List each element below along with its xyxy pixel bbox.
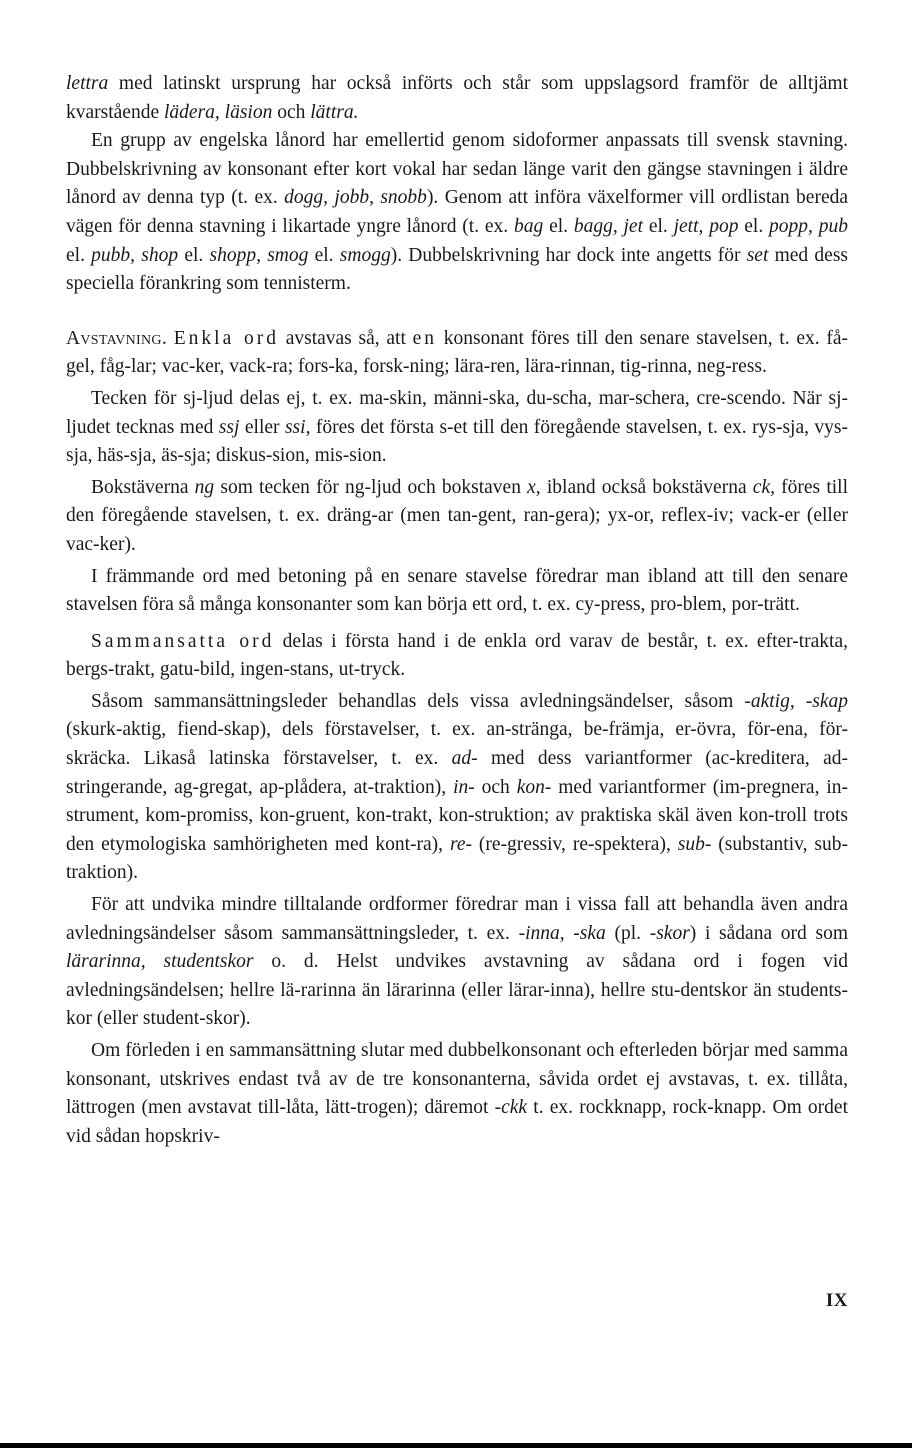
- text-run: avstavas så, att: [278, 327, 413, 349]
- bottom-scan-border: [0, 1443, 912, 1448]
- paragraph-p9: [66, 891, 848, 1034]
- text-run: föres det första s-et till den föregående stavelsen, t. ex. rys-sja, vys-sja, häs-sja, äs-sja; diskus-sion, mis-sion.: [66, 416, 849, 467]
- text-run: el.: [66, 244, 92, 266]
- italic-term: jett, pop: [673, 215, 739, 237]
- italic-term: ad-: [451, 748, 478, 770]
- text-run: t. ex. rockknapp, rock-knapp. Om ordet vid sådan hopskriv-: [66, 1097, 848, 1147]
- text-run: En grupp av engelska lånord har emellertid genom sidoformer anpassats till svensk stavning. Dubbelskrivning av konsonant efter kort vokal har sedan länge varit den gängse stavningen i äldre lånord av denna typ (t. ex.: [66, 130, 848, 209]
- text-run: (pl.: [605, 922, 650, 944]
- italic-term: bagg, jet: [573, 215, 644, 237]
- paragraph-p1: [66, 70, 848, 127]
- text-run: delas i första hand i de enkla ord varav de består, t. ex. efter-trakta, bergs-trakt, gatu-bild, ingen-stans, ut-tryck.: [66, 630, 849, 681]
- italic-term: in-: [453, 776, 475, 798]
- text-run: föres till den föregående stavelsen, t. ex. dräng-ar (men tan-gent, ran-gera); yx-or, reflex-iv; vack-er (eller vac-ker).: [66, 476, 849, 555]
- page-number: IX: [825, 1290, 848, 1311]
- paragraph-p2: [66, 127, 848, 299]
- paragraph-p4: [66, 385, 848, 471]
- italic-term: -inna, -ska: [518, 922, 606, 944]
- paragraph-p6: [66, 563, 848, 620]
- text-run: ibland också bokstäverna: [540, 476, 753, 498]
- italic-term: lettra: [66, 73, 109, 94]
- paragraph-p3: [66, 325, 848, 382]
- text-run: med variantformer (im-pregnera, in-strument, kom-promiss, kon-gruent, kon-trakt, kon-struktion; av praktiska skäl även kon-troll trots den etymologiska samhörigheten med kont-ra),: [66, 776, 849, 855]
- text-run: ) i sådana ord som: [689, 922, 848, 944]
- text-run: Om förleden i en sammansättning slutar med dubbelkonsonant och efterleden börjar med samma konsonant, utskrives endast två av de tre konsonanterna, såvida ordet ej avstavas, t. ex. tillåta, lättrogen (men avstavat till-låta, lätt-trogen); däremot: [66, 1040, 848, 1119]
- italic-term: pubb, shop: [91, 244, 179, 266]
- spaced-term: en: [412, 327, 438, 349]
- text-run: med dess variantformer (ac-kreditera, ad-stringerande, ag-gregat, ap-plådera, at-traktion),: [66, 748, 848, 798]
- text-run: el.: [738, 215, 770, 237]
- italic-term: smogg: [339, 244, 391, 266]
- text-run: [167, 328, 174, 349]
- italic-term: set: [746, 244, 769, 266]
- italic-term: -ckk: [494, 1097, 528, 1119]
- text-run: el.: [543, 215, 574, 237]
- italic-term: re-: [449, 833, 472, 855]
- paragraph-p8: [66, 688, 848, 888]
- italic-term: sub-: [677, 833, 712, 855]
- italic-term: popp, pub: [769, 215, 848, 237]
- italic-term: lärarinna, studentskor: [66, 951, 254, 973]
- italic-term: shopp, smog: [209, 244, 309, 266]
- body-text: [66, 70, 848, 1151]
- text-run: (skurk-aktig, fiend-skap), dels förstavelser, t. ex. an-stränga, be-främja, er-övra, för-ena, för-skräcka. Likaså latinska förstavelser, t. ex.: [66, 719, 848, 770]
- text-run: el.: [643, 215, 674, 237]
- italic-term: -skor: [649, 922, 690, 944]
- text-run: För att undvika mindre tilltalande ordformer föredrar man i vissa fall att behandla även andra avledningsändelser såsom sammansättningsleder, t. ex.: [66, 894, 848, 944]
- italic-term: ssi,: [284, 416, 311, 438]
- text-run: ). Genom att införa växelformer vill ordlistan bereda vägen för denna stavning i likartade yngre lånord (t. ex.: [66, 187, 849, 237]
- text-run: som tecken för ng-ljud och bokstaven: [214, 476, 528, 498]
- italic-term: ssj: [218, 416, 240, 438]
- text-run: och: [474, 776, 517, 798]
- italic-term: dogg, jobb, snobb: [284, 187, 427, 209]
- text-run: (re-gressiv, re-spektera),: [471, 833, 678, 855]
- text-run: Bokstäverna: [91, 476, 195, 498]
- text-run: konsonant föres till den senare stavelsen, t. ex. få-gel, fåg-lar; vac-ker, vack-ra; fors-ka, forsk-ning; lära-ren, lära-rinnan, tig-rinna, neg-ress.: [66, 327, 849, 378]
- text-run: el.: [308, 244, 340, 266]
- paragraph-p10: [66, 1037, 848, 1151]
- italic-term: -aktig, -skap: [744, 690, 848, 712]
- text-run: med dess speciella förankring som tennisterm.: [66, 244, 848, 295]
- text-run: el.: [178, 244, 210, 266]
- italic-term: kon-: [516, 776, 552, 798]
- text-run: och: [272, 101, 311, 123]
- spaced-term: Enkla ord: [173, 327, 279, 349]
- italic-term: x,: [527, 476, 541, 498]
- text-run: I främmande ord med betoning på en senare stavelse föredrar man ibland att till den senare stavelsen föra så många konsonanter som kan börja ett ord, t. ex. cy-press, pro-blem, por-trätt.: [66, 565, 848, 616]
- italic-term: lättra.: [310, 101, 359, 123]
- text-run: (substantiv, sub-traktion).: [66, 833, 849, 884]
- section-heading: Avstavning.: [66, 327, 167, 349]
- text-run: o. d. Helst undvikes avstavning av sådana ord i fogen vid avledningsändelsen; hellre lä-rarinna än lärarinna (eller lärar-inna), hellre stu-dentskor än students-kor (eller student-skor).: [66, 951, 848, 1030]
- italic-term: lädera, läsion: [164, 101, 273, 123]
- text-run: Tecken för sj-ljud delas ej, t. ex. ma-skin, männi-ska, du-scha, mar-schera, cre-scendo. När sj-ljudet tecknas med: [66, 387, 848, 438]
- text-run: eller: [239, 416, 285, 438]
- text-run: ). Dubbelskrivning har dock inte angetts för: [390, 244, 747, 266]
- italic-term: ng: [194, 476, 215, 498]
- text-run: Såsom sammansättningsleder behandlas dels vissa avledningsändelser, såsom: [91, 690, 745, 712]
- italic-term: bag: [514, 215, 544, 237]
- spaced-term: Sammansatta ord: [91, 630, 275, 652]
- italic-term: ck,: [752, 476, 775, 498]
- paragraph-p7: [66, 628, 848, 685]
- paragraph-p5: [66, 474, 848, 560]
- text-run: med latinskt ursprung har också införts och står som uppslagsord framför de alltjämt kvarstående: [66, 73, 848, 123]
- document-page: [66, 70, 848, 1151]
